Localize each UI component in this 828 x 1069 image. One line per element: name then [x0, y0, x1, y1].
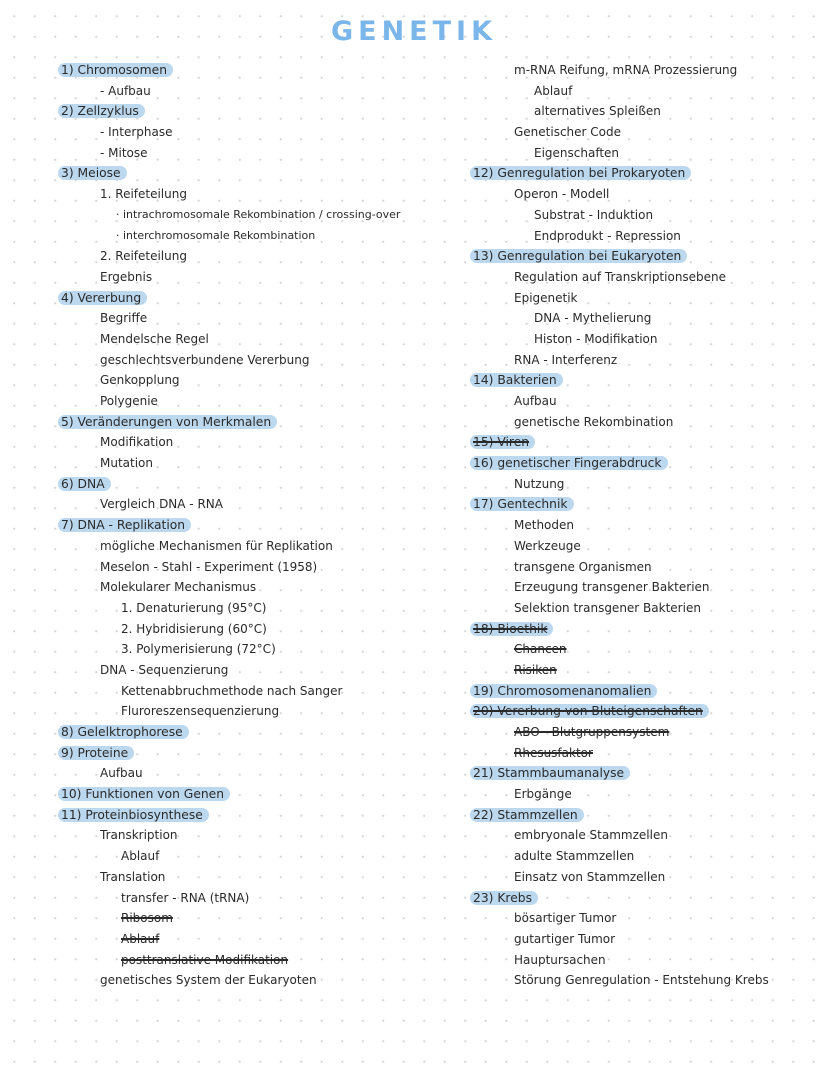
section-heading	[470, 494, 820, 515]
outline-item-text: Ergebnis	[100, 269, 153, 284]
outline-item-text: Ribosom	[121, 911, 173, 926]
outline-item	[470, 639, 820, 660]
outline-item-text: 3. Polymerisierung (72°C)	[121, 642, 276, 657]
outline-item	[58, 391, 458, 412]
outline-item-text: 14) Bakterien	[470, 373, 563, 387]
outline-item	[58, 846, 458, 867]
outline-item	[470, 308, 820, 329]
outline-item-text: alternatives Spleißen	[534, 104, 661, 119]
outline-item-text: - Mitose	[100, 145, 148, 160]
section-heading	[470, 763, 820, 784]
outline-item-text: Mutation	[100, 456, 154, 471]
outline-item-text: 2) Zellzyklus	[58, 104, 145, 118]
outline-item-text: Werkzeuge	[514, 538, 581, 553]
outline-item-text: DNA - Mythelierung	[534, 311, 652, 326]
outline-item	[58, 970, 458, 991]
page-title: GENETIK	[330, 16, 498, 47]
outline-item-text: Rhesusfaktor	[514, 745, 593, 760]
outline-item	[470, 288, 820, 309]
outline-item	[470, 536, 820, 557]
section-heading	[470, 370, 820, 391]
outline-item	[470, 784, 820, 805]
outline-item-text: Substrat - Induktion	[534, 207, 654, 222]
outline-item	[58, 143, 458, 164]
outline-item	[58, 246, 458, 267]
section-heading	[58, 288, 458, 309]
outline-item-text: m-RNA Reifung, mRNA Prozessierung	[514, 63, 738, 77]
outline-item-text: ABO - Blutgruppensystem	[514, 725, 670, 739]
outline-item	[470, 908, 820, 929]
outline-item-text: Einsatz von Stammzellen	[514, 869, 666, 884]
outline-item-text: 21) Stammbaumanalyse	[470, 766, 630, 780]
left-column-outline	[58, 60, 458, 991]
outline-item-text: · interchromosomale Rekombination	[116, 228, 316, 242]
outline-item	[470, 950, 820, 971]
outline-item-text: Aufbau	[100, 766, 143, 781]
outline-item	[58, 701, 458, 722]
outline-item	[470, 329, 820, 350]
outline-item-text: Operon - Modell	[514, 187, 610, 202]
section-heading	[470, 701, 820, 722]
outline-item-text: 12) Genregulation bei Prokaryoten	[470, 166, 691, 180]
outline-item-text: bösartiger Tumor	[514, 911, 617, 926]
right-column-outline	[470, 60, 820, 991]
outline-item-text: 19) Chromosomenanomalien	[470, 684, 657, 698]
outline-item	[470, 598, 820, 619]
outline-item	[58, 908, 458, 929]
outline-item-text: · intrachromosomale Rekombination / crossing-over	[116, 207, 401, 221]
outline-item	[470, 867, 820, 888]
outline-item-text: genetisches System der Eukaryoten	[100, 973, 317, 988]
outline-item-text: 22) Stammzellen	[470, 808, 584, 822]
outline-item-text: Chancen	[514, 642, 567, 657]
outline-item-text: Molekularer Mechanismus	[100, 580, 257, 595]
outline-item-text: Ablauf	[121, 849, 160, 864]
outline-item-text: mögliche Mechanismen für Replikation	[100, 538, 333, 553]
section-heading	[58, 60, 458, 81]
section-heading	[470, 805, 820, 826]
outline-item	[470, 143, 820, 164]
outline-item-text: Genkopplung	[100, 373, 180, 388]
section-heading	[58, 722, 458, 743]
outline-item	[58, 619, 458, 640]
outline-item-text: Methoden	[514, 518, 574, 533]
outline-item	[470, 929, 820, 950]
outline-item	[470, 515, 820, 536]
outline-item-text: Selektion transgener Bakterien	[514, 600, 701, 615]
outline-item-text: 1. Reifeteilung	[100, 187, 187, 202]
outline-item-text: genetische Rekombination	[514, 414, 674, 429]
outline-item	[470, 81, 820, 102]
outline-item-text: 5) Veränderungen von Merkmalen	[58, 415, 277, 429]
outline-item	[58, 370, 458, 391]
outline-item	[58, 681, 458, 702]
outline-item-text: - Aufbau	[100, 83, 151, 98]
outline-item-text: 1) Chromosomen	[58, 63, 173, 77]
outline-item	[58, 929, 458, 950]
outline-item	[470, 474, 820, 495]
outline-item	[58, 950, 458, 971]
outline-item-text: 9) Proteine	[58, 746, 134, 760]
outline-item-text: Mendelsche Regel	[100, 331, 209, 346]
section-heading	[58, 515, 458, 536]
outline-item-text: 6) DNA	[58, 477, 111, 491]
outline-item	[58, 660, 458, 681]
outline-item-text: - Interphase	[100, 125, 173, 140]
outline-item	[470, 722, 820, 743]
outline-item	[58, 888, 458, 909]
outline-item-text: 2. Reifeteilung	[100, 249, 187, 264]
outline-item-text: Polygenie	[100, 394, 158, 408]
outline-item	[470, 267, 820, 288]
outline-item-text: 10) Funktionen von Genen	[58, 787, 230, 801]
outline-item	[470, 226, 820, 247]
outline-item-text: Endprodukt - Repression	[534, 228, 681, 243]
outline-item	[470, 970, 820, 991]
section-heading	[58, 784, 458, 805]
outline-item-text: 11) Proteinbiosynthese	[58, 808, 209, 822]
outline-item-text: Regulation auf Transkriptionsebene	[514, 269, 727, 284]
outline-item-text: 4) Vererbung	[58, 291, 147, 305]
outline-item-text: 1. Denaturierung (95°C)	[121, 600, 267, 615]
outline-item-text: gutartiger Tumor	[514, 931, 616, 946]
outline-item	[58, 329, 458, 350]
outline-item	[58, 432, 458, 453]
outline-item-text: Nutzung	[514, 476, 565, 491]
outline-item	[58, 577, 458, 598]
outline-item	[470, 60, 820, 81]
section-heading	[58, 163, 458, 184]
outline-item	[470, 660, 820, 681]
outline-item	[470, 184, 820, 205]
outline-item	[58, 81, 458, 102]
outline-item-text: Risiken	[514, 662, 557, 677]
outline-item	[470, 101, 820, 122]
outline-item-text: Modifikation	[100, 435, 174, 450]
outline-item-text: 17) Gentechnik	[470, 497, 574, 511]
outline-item-text: 13) Genregulation bei Eukaryoten	[470, 249, 687, 263]
outline-item-text: adulte Stammzellen	[514, 849, 635, 864]
outline-item-text: Vergleich DNA - RNA	[100, 497, 223, 512]
outline-item-text: Epigenetik	[514, 290, 578, 305]
outline-item	[470, 205, 820, 226]
outline-item-text: Translation	[100, 869, 166, 884]
section-heading	[470, 246, 820, 267]
outline-item	[58, 557, 458, 578]
outline-item	[470, 577, 820, 598]
outline-item	[470, 122, 820, 143]
outline-item-text: Aufbau	[514, 394, 557, 408]
section-heading	[58, 101, 458, 122]
outline-item	[58, 350, 458, 371]
section-heading	[58, 412, 458, 433]
outline-item	[470, 743, 820, 764]
outline-item-text: 3) Meiose	[58, 166, 127, 180]
section-heading	[58, 743, 458, 764]
outline-item	[470, 825, 820, 846]
section-heading	[470, 681, 820, 702]
outline-item-text: Kettenabbruchmethode nach Sanger	[121, 683, 343, 698]
outline-item-text: DNA - Sequenzierung	[100, 662, 229, 677]
outline-item-text: 7) DNA - Replikation	[58, 518, 191, 532]
outline-item	[58, 226, 458, 247]
outline-item-text: Ablauf	[534, 83, 573, 98]
outline-item	[470, 350, 820, 371]
outline-item	[58, 494, 458, 515]
outline-item	[58, 122, 458, 143]
outline-item-text: 20) Vererbung von Bluteigenschaften	[470, 704, 709, 718]
outline-item-text: transgene Organismen	[514, 559, 652, 574]
outline-item-text: geschlechtsverbundene Vererbung	[100, 352, 310, 367]
outline-item	[58, 598, 458, 619]
outline-item	[470, 391, 820, 412]
outline-item	[470, 846, 820, 867]
outline-item-text: Erbgänge	[514, 787, 572, 802]
outline-item-text: posttranslative Modifikation	[121, 952, 289, 967]
outline-item-text: 2. Hybridisierung (60°C)	[121, 621, 267, 636]
section-heading	[470, 619, 820, 640]
outline-item-text: Ablauf	[121, 931, 160, 946]
outline-item	[58, 205, 458, 226]
outline-item-text: 8) Gelelktrophorese	[58, 725, 189, 739]
outline-item-text: RNA - Interferenz	[514, 352, 618, 367]
outline-item	[58, 267, 458, 288]
outline-item-text: 23) Krebs	[470, 891, 538, 905]
outline-item-text: Genetischer Code	[514, 125, 622, 140]
outline-item-text: 15) Viren	[470, 435, 535, 449]
section-heading	[470, 888, 820, 909]
outline-item-text: Begriffe	[100, 311, 148, 326]
outline-item	[58, 453, 458, 474]
outline-item	[58, 639, 458, 660]
outline-item	[58, 536, 458, 557]
outline-item-text: 18) Bioethik	[470, 622, 553, 636]
outline-item-text: Meselon - Stahl - Experiment (1958)	[100, 559, 318, 574]
outline-item-text: Fluroreszensequenzierung	[121, 704, 280, 719]
section-heading	[470, 432, 820, 453]
outline-item-text: Hauptursachen	[514, 952, 606, 967]
outline-item-text: Erzeugung transgener Bakterien	[514, 580, 710, 595]
outline-item-text: Störung Genregulation - Entstehung Krebs	[514, 973, 769, 988]
outline-item-text: Transkription	[100, 828, 178, 843]
outline-item	[470, 412, 820, 433]
outline-item	[58, 308, 458, 329]
outline-item-text: transfer - RNA (tRNA)	[121, 890, 250, 905]
outline-item-text: 16) genetischer Fingerabdruck	[470, 456, 668, 470]
outline-item-text: Eigenschaften	[534, 145, 620, 160]
outline-item	[58, 867, 458, 888]
outline-item-text: Histon - Modifikation	[534, 331, 658, 346]
section-heading	[58, 805, 458, 826]
section-heading	[470, 453, 820, 474]
outline-item	[58, 825, 458, 846]
outline-item-text: embryonale Stammzellen	[514, 828, 668, 843]
outline-item	[470, 557, 820, 578]
outline-item	[58, 184, 458, 205]
section-heading	[470, 163, 820, 184]
section-heading	[58, 474, 458, 495]
outline-item	[58, 763, 458, 784]
